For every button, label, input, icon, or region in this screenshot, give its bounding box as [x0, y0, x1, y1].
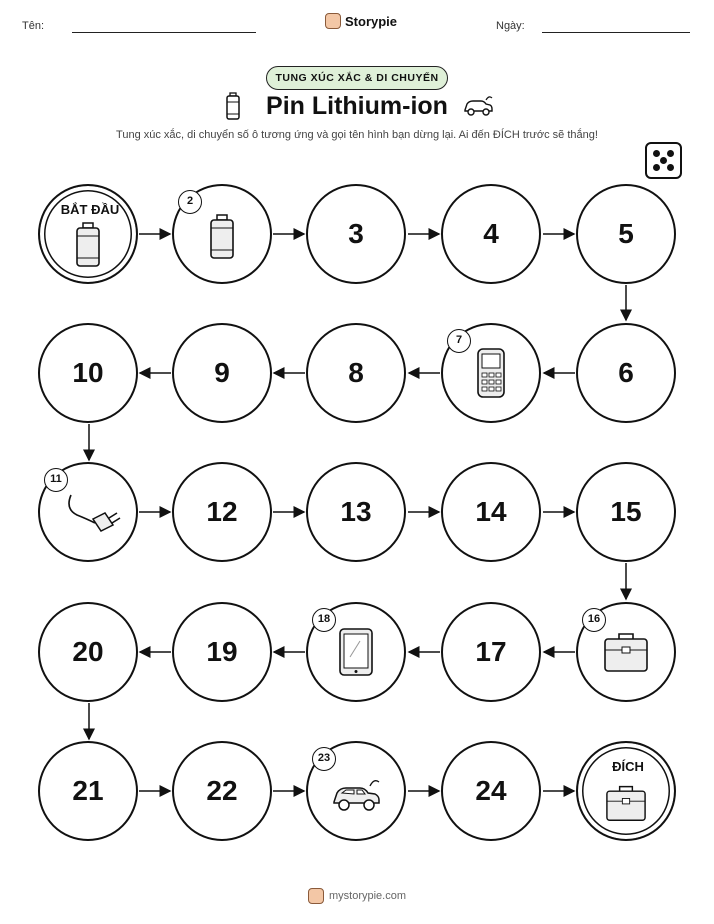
space-number: 14	[475, 496, 507, 527]
space-number-badge: 2	[178, 190, 202, 214]
phone-icon	[476, 347, 506, 399]
board-space-12[interactable]	[172, 462, 272, 562]
space-number: 20	[72, 636, 104, 667]
instructions: Tung xúc xắc, di chuyển số ô tương ứng và gọi tên hình bạn dừng lại. Ai đến ĐÍCH trước sẽ thắng!	[116, 129, 598, 141]
start-label: BẮT ĐẦU	[60, 202, 120, 217]
board-space-14[interactable]	[441, 462, 541, 562]
board-space-22[interactable]	[172, 741, 272, 841]
space-number: 22	[206, 775, 238, 806]
date-label: Ngày:	[496, 20, 525, 32]
space-number-badge: 18	[312, 608, 336, 632]
space-number-badge: 16	[582, 608, 606, 632]
footer	[0, 888, 714, 904]
board-space-21[interactable]	[38, 741, 138, 841]
board-space-4[interactable]	[441, 184, 541, 284]
footer-url[interactable]: mystorypie.com	[328, 890, 407, 902]
finish-space[interactable]	[576, 741, 676, 841]
space-number: 15	[610, 496, 642, 527]
name-label: Tên:	[22, 20, 45, 32]
space-number-badge: 23	[312, 747, 336, 771]
board-space-19[interactable]	[172, 602, 272, 702]
board-space-15[interactable]	[576, 462, 676, 562]
board-space-10[interactable]	[38, 323, 138, 423]
start-space[interactable]	[38, 184, 138, 284]
board-space-5[interactable]	[576, 184, 676, 284]
board-space-6[interactable]	[576, 323, 676, 423]
page-title: Pin Lithium-ion	[266, 92, 448, 120]
charger-plug-icon	[65, 491, 121, 541]
space-number: 4	[483, 218, 499, 249]
space-number: 17	[475, 636, 507, 667]
tablet-icon	[336, 627, 376, 677]
board-space-3[interactable]	[306, 184, 406, 284]
toolbox-icon	[602, 630, 650, 674]
space-number: 24	[475, 775, 507, 806]
space-number: 6	[618, 357, 634, 388]
space-number: 19	[206, 636, 238, 667]
space-number: 3	[348, 218, 364, 249]
space-number: 12	[206, 496, 238, 527]
space-number: 21	[72, 775, 104, 806]
space-number: 13	[340, 496, 372, 527]
storypie-logo-icon	[308, 888, 324, 904]
space-number-badge: 7	[447, 329, 471, 353]
finish-label: ĐÍCH	[612, 759, 644, 774]
board-space-8[interactable]	[306, 323, 406, 423]
space-number: 10	[72, 357, 104, 388]
battery-icon	[209, 214, 235, 260]
battery-icon	[75, 222, 101, 268]
toolbox-icon	[604, 783, 648, 823]
electric-car-icon	[330, 776, 382, 814]
board-space-9[interactable]	[172, 323, 272, 423]
board-space-20[interactable]	[38, 602, 138, 702]
board-space-13[interactable]	[306, 462, 406, 562]
board-space-17[interactable]	[441, 602, 541, 702]
board-space-24[interactable]	[441, 741, 541, 841]
space-number-badge: 11	[44, 468, 68, 492]
space-number: 9	[214, 357, 230, 388]
brand-name: Storypie	[345, 13, 398, 29]
space-number: 5	[618, 218, 634, 249]
activity-pill: TUNG XÚC XẮC & DI CHUYỂN	[266, 66, 448, 90]
space-number: 8	[348, 357, 364, 388]
